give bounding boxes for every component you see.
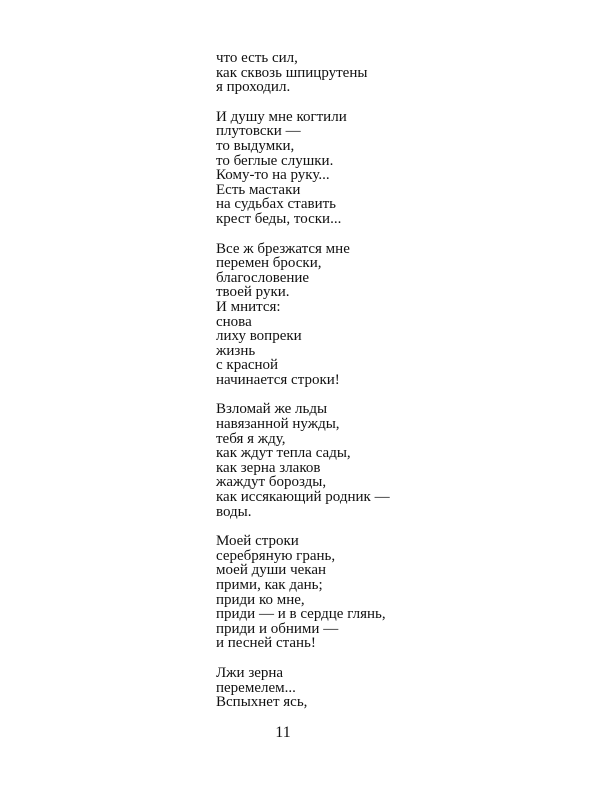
poem-line: с красной <box>216 357 279 374</box>
stanza <box>216 534 390 651</box>
poem-text <box>216 51 390 725</box>
poem-line: Есть мастаки <box>216 181 301 198</box>
poem-line: то выдумки, <box>216 137 295 154</box>
poem-line: Кому-то на руку... <box>216 167 330 184</box>
poem-line: благословение <box>216 269 310 286</box>
poem-line: начинается строки! <box>216 371 340 388</box>
poem-line: перемен броски, <box>216 255 322 272</box>
poem-line: на судьбах ставить <box>216 196 337 213</box>
poem-line: серебряную грань, <box>216 547 336 564</box>
poem-line: крест беды, тоски... <box>216 210 342 227</box>
stanza <box>216 666 390 710</box>
stanza <box>216 402 390 519</box>
poem-line: перемелем... <box>216 679 296 696</box>
poem-line: и песней стань! <box>216 635 316 652</box>
stanza <box>216 51 390 95</box>
poem-line: что есть сил, <box>216 50 298 66</box>
poem-line: И душу мне когтили <box>216 108 347 125</box>
poem-line: приди ко мне, <box>216 591 305 608</box>
poem-line: приди и обними — <box>216 620 339 637</box>
poem-line: как иссякающий родник — <box>216 489 390 506</box>
poem-line: как ждут тепла сады, <box>216 445 351 462</box>
poem-line: снова <box>216 313 252 330</box>
poem-line: тебя я жду, <box>216 430 286 447</box>
poem-line: приди — и в сердце глянь, <box>216 606 386 623</box>
stanza <box>216 242 390 388</box>
poem-line: Лжи зерна <box>216 664 284 681</box>
poem-line: И мнится: <box>216 298 281 315</box>
poem-line: жизнь <box>216 342 256 359</box>
poem-line: то беглые слушки. <box>216 152 334 169</box>
page-number: 11 <box>275 724 291 741</box>
poem-line: как сквозь шпицрутены <box>216 64 368 81</box>
poem-line: навязанной нужды, <box>216 416 340 433</box>
poem-line: воды. <box>216 503 252 520</box>
poem-line: как зерна злаков <box>216 459 321 476</box>
poem-line: лиху вопреки <box>216 328 302 345</box>
poem-line: я проходил. <box>216 79 291 96</box>
poem-line: моей души чекан <box>216 562 327 579</box>
poem-line: Все ж брезжатся мне <box>216 240 350 257</box>
poem-line: жаждут борозды, <box>216 474 327 491</box>
poem-line: Моей строки <box>216 533 299 550</box>
poem-line: плутовски — <box>216 123 301 140</box>
poem-line: твоей руки. <box>216 284 290 301</box>
stanza <box>216 110 390 227</box>
poem-line: Вспыхнет ясь, <box>216 694 308 711</box>
poem-line: прими, как дань; <box>216 577 323 593</box>
poem-line: Взломай же льды <box>216 401 328 418</box>
